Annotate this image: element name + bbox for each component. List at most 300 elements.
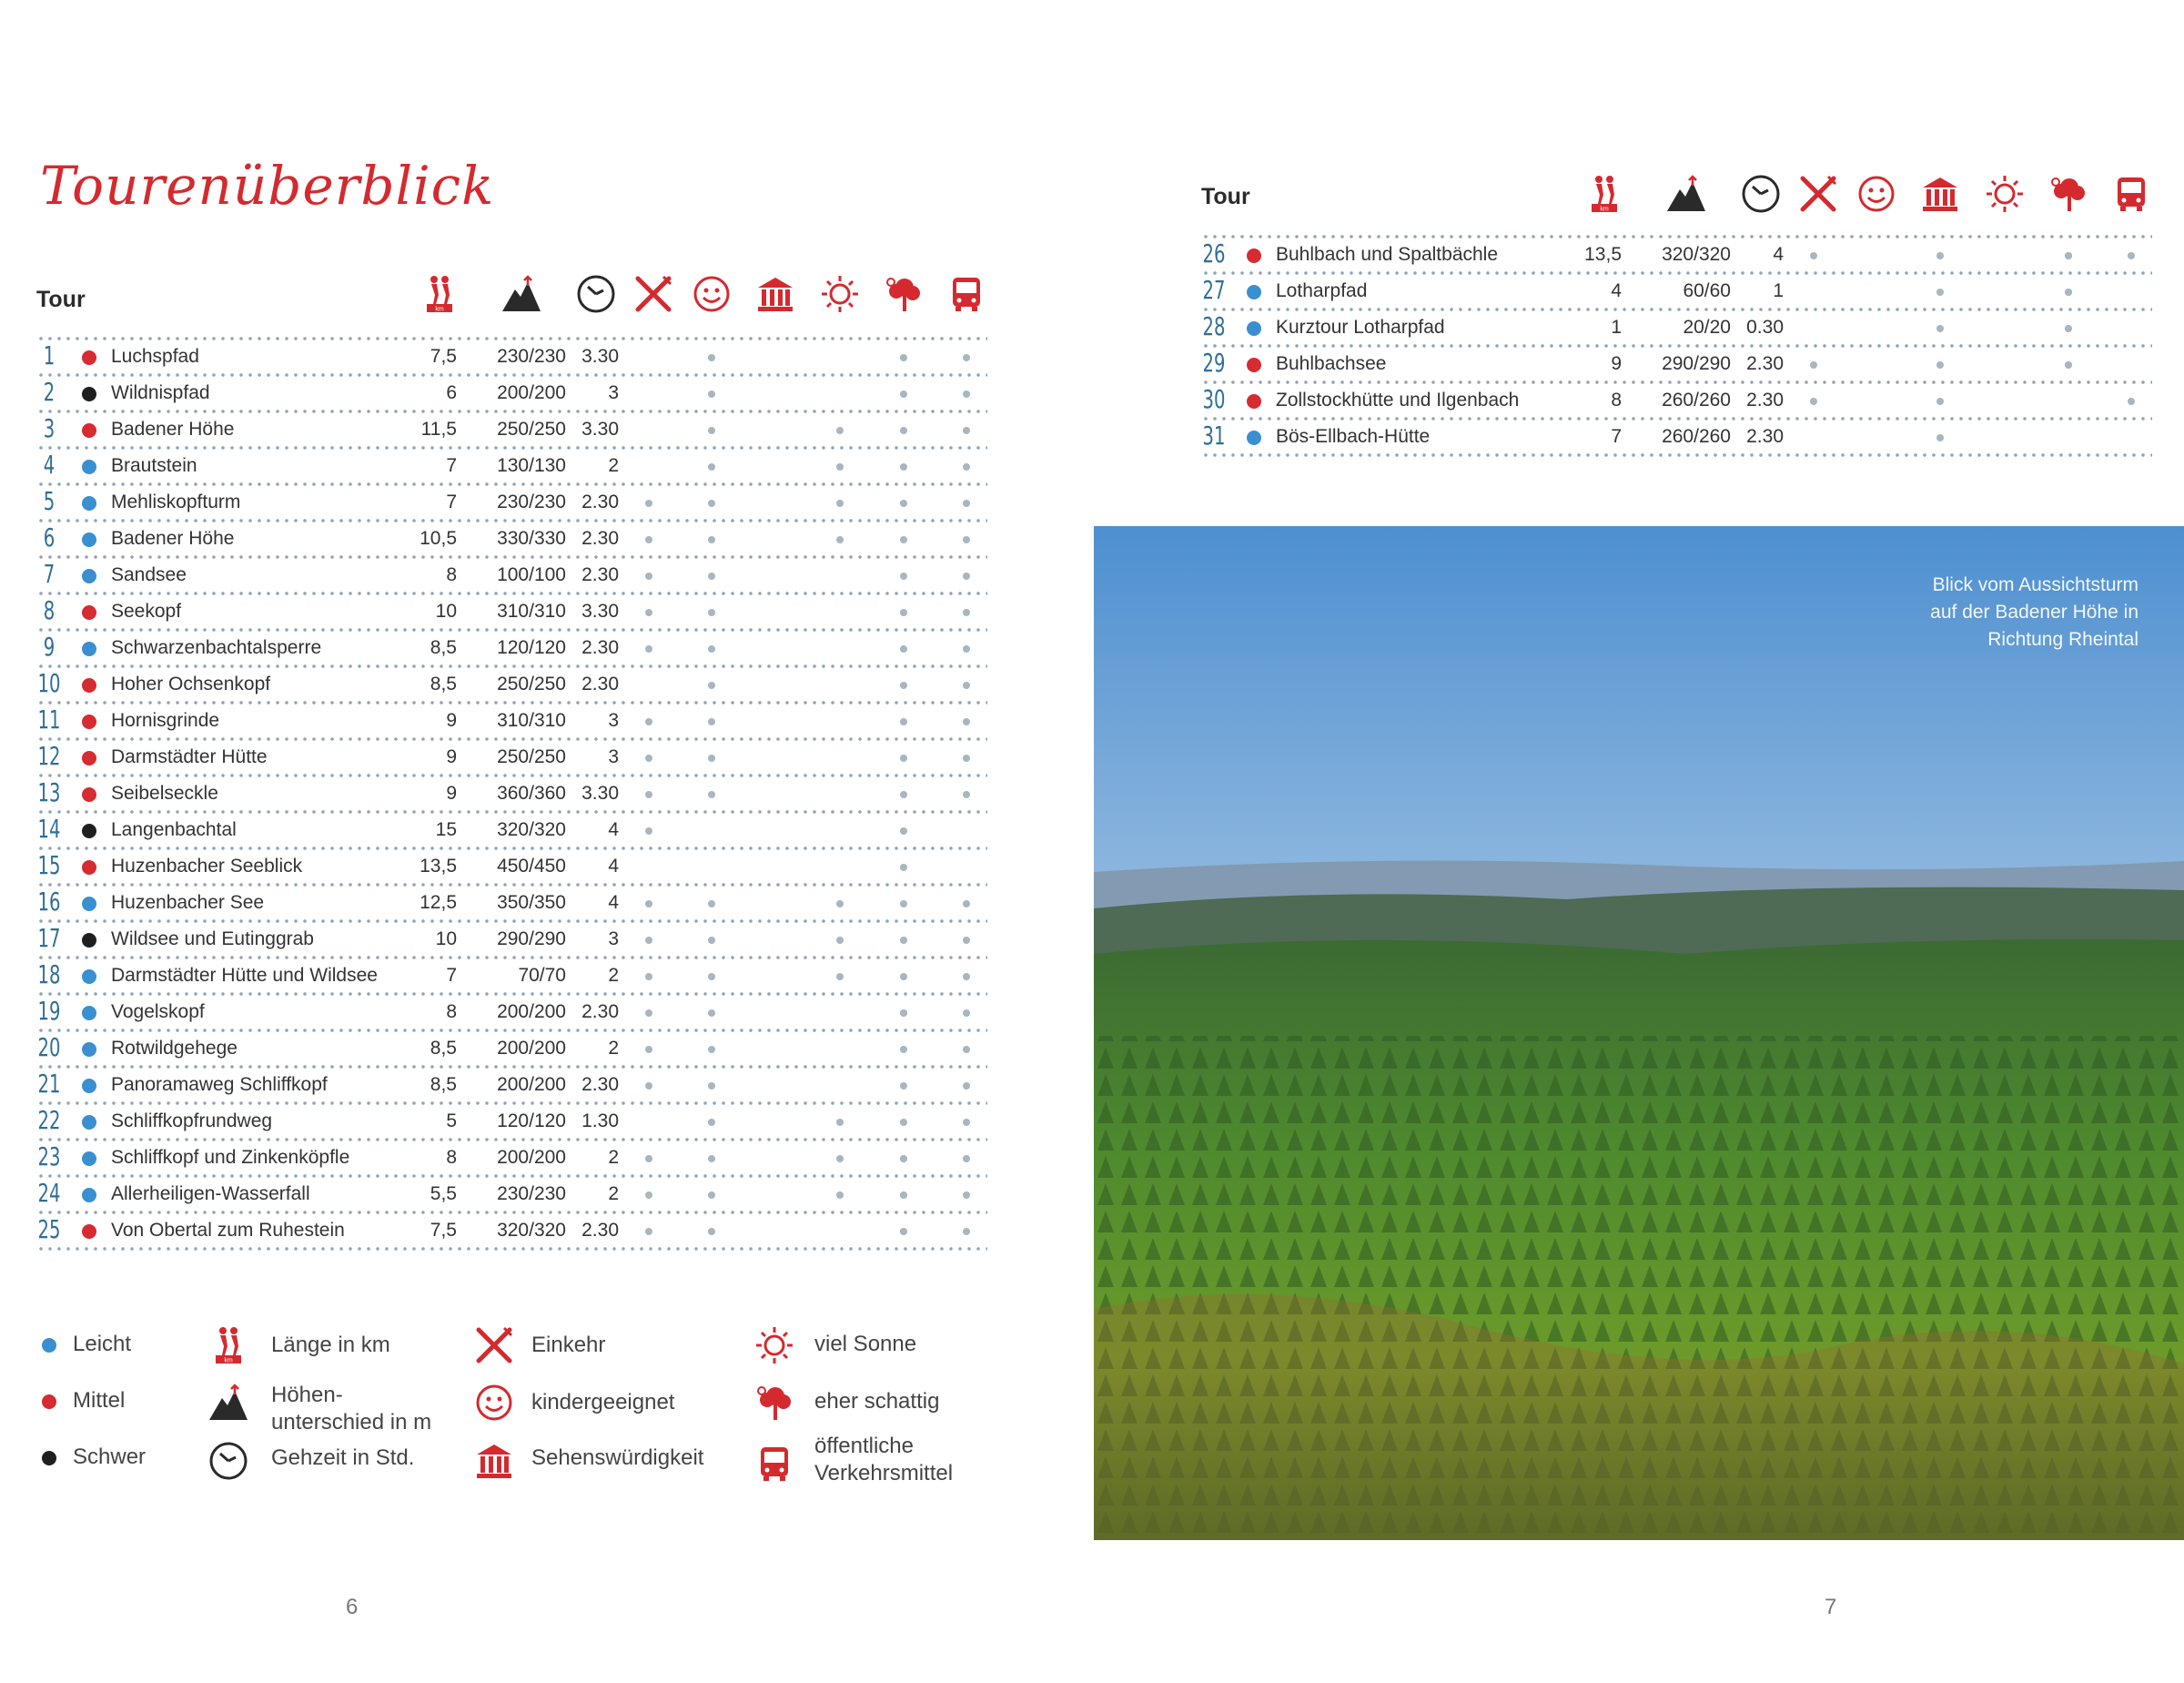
tour-duration: 3 xyxy=(608,746,619,767)
feature-dot xyxy=(645,718,652,725)
feature-dot xyxy=(963,937,970,944)
feature-dot xyxy=(963,1228,970,1235)
difficulty-dot xyxy=(82,1115,96,1130)
feature-dot xyxy=(900,827,907,835)
tour-number: 28 xyxy=(1202,311,1226,341)
feature-dot xyxy=(1810,361,1817,369)
mountain-elevation-icon xyxy=(207,1382,249,1424)
feature-dot xyxy=(900,500,907,507)
bus-icon xyxy=(753,1443,795,1485)
feature-dot xyxy=(645,645,652,653)
tour-name: Huzenbacher Seeblick xyxy=(111,856,303,877)
feature-dot xyxy=(963,463,970,471)
tour-elevation: 320/320 xyxy=(497,819,566,840)
legend-sehens: Sehenswürdigkeit xyxy=(531,1445,704,1470)
feature-dot xyxy=(963,609,970,616)
table-row xyxy=(36,339,987,375)
tour-length: 7 xyxy=(446,492,457,512)
clock-icon xyxy=(207,1440,249,1482)
tour-duration: 0.30 xyxy=(1746,317,1784,338)
table-row xyxy=(1201,382,2152,419)
bus-icon xyxy=(945,273,987,315)
tour-name: Lotharpfad xyxy=(1276,280,1368,301)
tour-name: Brautstein xyxy=(111,455,197,476)
feature-dot xyxy=(900,354,907,361)
tour-length: 5 xyxy=(446,1110,457,1131)
table-row xyxy=(36,885,987,921)
difficulty-dot xyxy=(82,860,96,875)
tour-elevation: 60/60 xyxy=(1683,280,1731,301)
tour-length: 8,5 xyxy=(430,674,457,694)
tour-elevation: 320/320 xyxy=(1662,244,1731,265)
table-row xyxy=(36,1030,987,1067)
tour-elevation: 310/310 xyxy=(497,710,566,731)
feature-dot xyxy=(900,536,907,543)
tour-length: 9 xyxy=(446,783,457,804)
feature-dot xyxy=(645,1009,652,1017)
feature-dot xyxy=(708,682,715,689)
legend-schwer: Schwer xyxy=(73,1445,147,1469)
shade-tree-icon xyxy=(2048,173,2089,215)
feature-dot xyxy=(836,500,844,507)
tour-name: Kurztour Lotharpfad xyxy=(1276,317,1445,338)
feature-dot xyxy=(645,755,652,762)
bus-icon xyxy=(2110,173,2152,215)
feature-dot xyxy=(963,1155,970,1162)
feature-dot xyxy=(645,937,652,944)
table-row xyxy=(36,557,987,593)
table-row xyxy=(36,593,987,630)
difficulty-dot xyxy=(82,642,96,656)
feature-dot xyxy=(708,1228,715,1235)
tour-name: Vogelskopf xyxy=(111,1001,205,1022)
legend-einkehr: Einkehr xyxy=(531,1333,606,1357)
shade-tree-icon xyxy=(883,273,925,315)
table-row xyxy=(36,848,987,885)
tour-duration: 2.30 xyxy=(581,1074,619,1095)
tour-number: 25 xyxy=(37,1214,61,1244)
feature-dot xyxy=(963,390,970,398)
feature-dot xyxy=(963,755,970,762)
feature-dot xyxy=(900,427,907,434)
tour-elevation: 230/230 xyxy=(497,492,566,512)
feature-dot xyxy=(963,500,970,507)
feature-dot xyxy=(708,937,715,944)
tour-number: 3 xyxy=(43,413,56,443)
tour-length: 7 xyxy=(446,455,457,476)
tour-length: 10 xyxy=(435,601,457,622)
legend-gehzeit: Gehzeit in Std. xyxy=(271,1445,415,1470)
feature-dot xyxy=(645,609,652,616)
tour-name: Luchspfad xyxy=(111,346,199,367)
feature-dot xyxy=(645,1228,652,1235)
tour-number: 20 xyxy=(37,1032,61,1062)
feature-dot xyxy=(2065,252,2072,259)
tour-duration: 2.30 xyxy=(1746,353,1784,374)
tour-length: 7,5 xyxy=(430,1220,457,1241)
feature-dot xyxy=(963,1119,970,1126)
feature-dot xyxy=(836,536,844,543)
legend-kinder: kindergeeignet xyxy=(531,1390,675,1414)
tour-length: 8,5 xyxy=(430,1074,457,1095)
tour-elevation: 260/260 xyxy=(1662,426,1731,447)
tour-table-left xyxy=(36,264,987,1256)
feature-dot xyxy=(1810,252,1817,259)
tour-elevation: 200/200 xyxy=(497,1038,566,1059)
tour-name: Darmstädter Hütte und Wildsee xyxy=(111,965,378,986)
table-row xyxy=(1201,346,2152,382)
difficulty-dot xyxy=(82,933,96,948)
feature-dot xyxy=(836,973,844,980)
tour-number: 5 xyxy=(43,486,56,516)
tour-length: 7 xyxy=(1611,426,1622,447)
tour-number: 11 xyxy=(37,705,61,735)
page-title: Tourenüberblick xyxy=(40,155,495,217)
tour-duration: 2.30 xyxy=(581,1001,619,1022)
feature-dot xyxy=(963,427,970,434)
feature-dot xyxy=(2128,398,2135,405)
feature-dot xyxy=(708,1082,715,1090)
feature-dot xyxy=(836,1119,844,1126)
difficulty-dot xyxy=(1247,321,1261,336)
tour-duration: 3.30 xyxy=(581,601,619,622)
tour-elevation: 230/230 xyxy=(497,1183,566,1204)
tour-table-right xyxy=(1201,164,2152,473)
table-row xyxy=(36,1140,987,1176)
tour-duration: 2.30 xyxy=(581,492,619,512)
tour-name: Mehliskopfturm xyxy=(111,492,241,512)
table-row xyxy=(36,921,987,958)
tour-name: Rotwildgehege xyxy=(111,1038,238,1059)
tour-name: Buhlbachsee xyxy=(1276,353,1387,374)
table-row xyxy=(36,994,987,1030)
page-number-right: 7 xyxy=(1825,1595,1837,1619)
feature-dot xyxy=(2065,361,2072,369)
feature-dot xyxy=(708,900,715,907)
table-row xyxy=(36,411,987,448)
photo-illustration xyxy=(1094,526,2184,1540)
tour-length: 9 xyxy=(446,710,457,731)
feature-dot xyxy=(836,1155,844,1162)
feature-dot xyxy=(900,1082,907,1090)
tour-number: 30 xyxy=(1202,384,1226,414)
tour-name: Hornisgrinde xyxy=(111,710,220,731)
divider xyxy=(36,1247,987,1251)
tour-name: Allerheiligen-Wasserfall xyxy=(111,1183,310,1204)
tour-number: 14 xyxy=(37,814,61,844)
difficulty-dot xyxy=(82,569,96,583)
tour-number: 8 xyxy=(43,595,56,625)
table-row xyxy=(36,1067,987,1103)
legend-oeffentlich-2: Verkehrsmittel xyxy=(814,1461,954,1485)
difficulty-dot xyxy=(82,460,96,474)
feature-dot xyxy=(645,1191,652,1199)
feature-dot xyxy=(708,463,715,471)
legend-leicht: Leicht xyxy=(73,1332,132,1356)
tour-length: 8 xyxy=(446,1147,457,1168)
feature-dot xyxy=(900,1191,907,1199)
feature-dot xyxy=(900,718,907,725)
tour-number: 6 xyxy=(43,522,56,553)
tour-elevation: 200/200 xyxy=(497,1001,566,1022)
museum-icon xyxy=(473,1440,515,1482)
tour-name: Wildsee und Eutinggrab xyxy=(111,928,314,949)
sun-icon xyxy=(753,1324,795,1366)
feature-dot xyxy=(900,1228,907,1235)
tour-name: Schwarzenbachtalsperre xyxy=(111,637,322,658)
tour-elevation: 200/200 xyxy=(497,1147,566,1168)
tour-name: Buhlbach und Spaltbächle xyxy=(1276,244,1499,265)
tour-elevation: 260/260 xyxy=(1662,390,1731,411)
divider xyxy=(1201,453,2152,457)
feature-dot xyxy=(963,900,970,907)
tour-number: 26 xyxy=(1202,238,1226,269)
tour-elevation: 100/100 xyxy=(497,564,566,585)
feature-dot xyxy=(963,1082,970,1090)
tour-name: Wildnispfad xyxy=(111,382,210,403)
feature-dot xyxy=(900,682,907,689)
museum-icon xyxy=(1919,173,1961,215)
difficulty-dot xyxy=(82,532,96,547)
legend-laenge: Länge in km xyxy=(271,1333,390,1357)
difficulty-dot xyxy=(82,897,96,911)
tour-elevation: 330/330 xyxy=(497,528,566,549)
tour-number: 9 xyxy=(43,632,56,662)
feature-dot xyxy=(1810,398,1817,405)
smiley-icon xyxy=(473,1382,515,1424)
table-row xyxy=(1201,309,2152,346)
feature-dot xyxy=(708,1155,715,1162)
feature-dot xyxy=(836,427,844,434)
table-row xyxy=(36,958,987,994)
tour-length: 7 xyxy=(446,965,457,986)
tour-number: 29 xyxy=(1202,348,1226,378)
feature-dot xyxy=(645,573,652,580)
tour-length: 7,5 xyxy=(430,346,457,367)
tour-duration: 4 xyxy=(608,892,619,913)
sun-icon xyxy=(1984,173,2026,215)
feature-dot xyxy=(645,536,652,543)
tour-number: 16 xyxy=(37,887,61,917)
difficulty-dot xyxy=(82,496,96,511)
tour-duration: 1 xyxy=(1773,280,1784,301)
difficulty-dot xyxy=(1247,431,1261,445)
tour-column-header: Tour xyxy=(1201,184,1250,209)
tour-name: Hoher Ochsenkopf xyxy=(111,674,271,694)
tour-duration: 2.30 xyxy=(581,1220,619,1241)
feature-dot xyxy=(963,354,970,361)
tour-elevation: 290/290 xyxy=(1662,353,1731,374)
tour-number: 31 xyxy=(1202,421,1226,451)
table-row xyxy=(36,666,987,703)
tour-number: 18 xyxy=(37,959,61,989)
table-row xyxy=(36,448,987,484)
feature-dot xyxy=(1936,398,1944,405)
tour-length: 8,5 xyxy=(430,1038,457,1059)
tour-duration: 3.30 xyxy=(581,419,619,440)
feature-dot xyxy=(963,791,970,798)
tour-duration: 2.30 xyxy=(1746,390,1784,411)
difficulty-dot xyxy=(1247,394,1261,409)
tour-number: 23 xyxy=(37,1141,61,1171)
tour-length: 10,5 xyxy=(420,528,457,549)
tour-number: 1 xyxy=(43,340,56,370)
tour-length: 1 xyxy=(1611,317,1622,338)
cutlery-icon xyxy=(473,1324,515,1366)
sun-icon xyxy=(819,273,861,315)
tour-length: 15 xyxy=(435,819,457,840)
table-row xyxy=(36,1212,987,1249)
difficulty-dot xyxy=(82,1079,96,1093)
tour-elevation: 250/250 xyxy=(497,674,566,694)
feature-dot xyxy=(708,1009,715,1017)
hiker-length-icon xyxy=(419,273,460,315)
tour-length: 8 xyxy=(446,564,457,585)
tour-number: 13 xyxy=(37,777,61,807)
feature-dot xyxy=(1936,434,1944,441)
feature-dot xyxy=(2065,325,2072,332)
feature-dot xyxy=(900,937,907,944)
tour-length: 11,5 xyxy=(420,419,457,440)
feature-dot xyxy=(963,536,970,543)
smiley-icon xyxy=(691,273,733,315)
tour-duration: 3.30 xyxy=(581,783,619,804)
tour-length: 13,5 xyxy=(1584,244,1622,265)
tour-name: Sandsee xyxy=(111,564,187,585)
tour-elevation: 350/350 xyxy=(497,892,566,913)
difficulty-dot xyxy=(82,1006,96,1020)
feature-dot xyxy=(708,536,715,543)
tour-length: 9 xyxy=(446,746,457,767)
tour-name: Huzenbacher See xyxy=(111,892,265,913)
feature-dot xyxy=(963,973,970,980)
feature-dot xyxy=(645,500,652,507)
tour-name: Badener Höhe xyxy=(111,419,235,440)
tour-duration: 2 xyxy=(608,1183,619,1204)
tour-elevation: 230/230 xyxy=(497,346,566,367)
feature-dot xyxy=(645,900,652,907)
legend-hoehen-1: Höhen- xyxy=(271,1383,343,1407)
tour-length: 9 xyxy=(1611,353,1622,374)
mountain-elevation-icon xyxy=(1665,173,1707,215)
feature-dot xyxy=(708,791,715,798)
feature-dot xyxy=(963,645,970,653)
feature-dot xyxy=(963,682,970,689)
page-number-left: 6 xyxy=(346,1595,359,1619)
difficulty-dot xyxy=(1247,248,1261,263)
table-row xyxy=(36,521,987,557)
tour-elevation: 290/290 xyxy=(497,928,566,949)
tour-duration: 3 xyxy=(608,710,619,731)
feature-dot xyxy=(1936,252,1944,259)
leicht-dot xyxy=(42,1338,56,1353)
tour-duration: 2 xyxy=(608,965,619,986)
feature-dot xyxy=(645,1046,652,1053)
feature-dot xyxy=(900,1046,907,1053)
tour-length: 8 xyxy=(446,1001,457,1022)
hiker-length-icon xyxy=(1583,173,1625,215)
table-row xyxy=(36,776,987,812)
difficulty-dot xyxy=(1247,285,1261,299)
tour-duration: 2.30 xyxy=(581,528,619,549)
difficulty-dot xyxy=(82,1224,96,1239)
tour-elevation: 320/320 xyxy=(497,1220,566,1241)
feature-dot xyxy=(1936,361,1944,369)
mountain-elevation-icon xyxy=(500,273,542,315)
mittel-dot xyxy=(42,1394,56,1409)
tour-name: Von Obertal zum Ruhestein xyxy=(111,1220,345,1241)
legend-schattig: eher schattig xyxy=(814,1389,940,1414)
tour-duration: 4 xyxy=(608,819,619,840)
feature-dot xyxy=(708,973,715,980)
feature-dot xyxy=(708,354,715,361)
legend-mittel: Mittel xyxy=(73,1388,126,1413)
table-row xyxy=(36,1176,987,1212)
feature-dot xyxy=(645,791,652,798)
tour-elevation: 450/450 xyxy=(497,856,566,877)
feature-dot xyxy=(708,609,715,616)
tour-number: 12 xyxy=(37,741,61,771)
difficulty-dot xyxy=(82,969,96,984)
tour-duration: 4 xyxy=(1773,244,1784,265)
tour-elevation: 120/120 xyxy=(497,637,566,658)
feature-dot xyxy=(963,573,970,580)
tour-length: 5,5 xyxy=(430,1183,457,1204)
tour-elevation: 70/70 xyxy=(518,965,566,986)
tour-elevation: 360/360 xyxy=(497,783,566,804)
museum-icon xyxy=(754,273,796,315)
feature-dot xyxy=(900,390,907,398)
tour-elevation: 250/250 xyxy=(497,419,566,440)
tour-length: 10 xyxy=(435,928,457,949)
tour-duration: 2.30 xyxy=(581,564,619,585)
feature-dot xyxy=(708,500,715,507)
table-row xyxy=(36,1103,987,1140)
table-row xyxy=(1201,237,2152,273)
feature-dot xyxy=(900,645,907,653)
tour-duration: 2.30 xyxy=(1746,426,1784,447)
smiley-icon xyxy=(1855,173,1897,215)
tour-duration: 2.30 xyxy=(581,674,619,694)
feature-dot xyxy=(708,1119,715,1126)
schwer-dot xyxy=(42,1451,56,1465)
feature-dot xyxy=(708,645,715,653)
legend-sonne: viel Sonne xyxy=(814,1332,917,1356)
tour-name: Bös-Ellbach-Hütte xyxy=(1276,426,1431,447)
tour-name: Schliffkopfrundweg xyxy=(111,1110,273,1131)
feature-dot xyxy=(900,463,907,471)
difficulty-dot xyxy=(1247,358,1261,372)
feature-dot xyxy=(900,791,907,798)
tour-length: 13,5 xyxy=(420,856,457,877)
clock-icon xyxy=(575,273,617,315)
feature-dot xyxy=(900,1155,907,1162)
feature-dot xyxy=(708,573,715,580)
difficulty-dot xyxy=(82,1151,96,1166)
tour-name: Seibelseckle xyxy=(111,783,218,804)
tour-duration: 1.30 xyxy=(581,1110,619,1131)
tour-name: Seekopf xyxy=(111,601,182,622)
tour-name: Schliffkopf und Zinkenköpfle xyxy=(111,1147,350,1168)
tour-length: 8,5 xyxy=(430,637,457,658)
tour-column-header: Tour xyxy=(36,287,86,312)
tour-length: 4 xyxy=(1611,280,1622,301)
feature-dot xyxy=(708,755,715,762)
feature-dot xyxy=(708,427,715,434)
feature-dot xyxy=(2065,289,2072,296)
tour-name: Langenbachtal xyxy=(111,819,237,840)
hiker-length-icon xyxy=(207,1324,249,1366)
